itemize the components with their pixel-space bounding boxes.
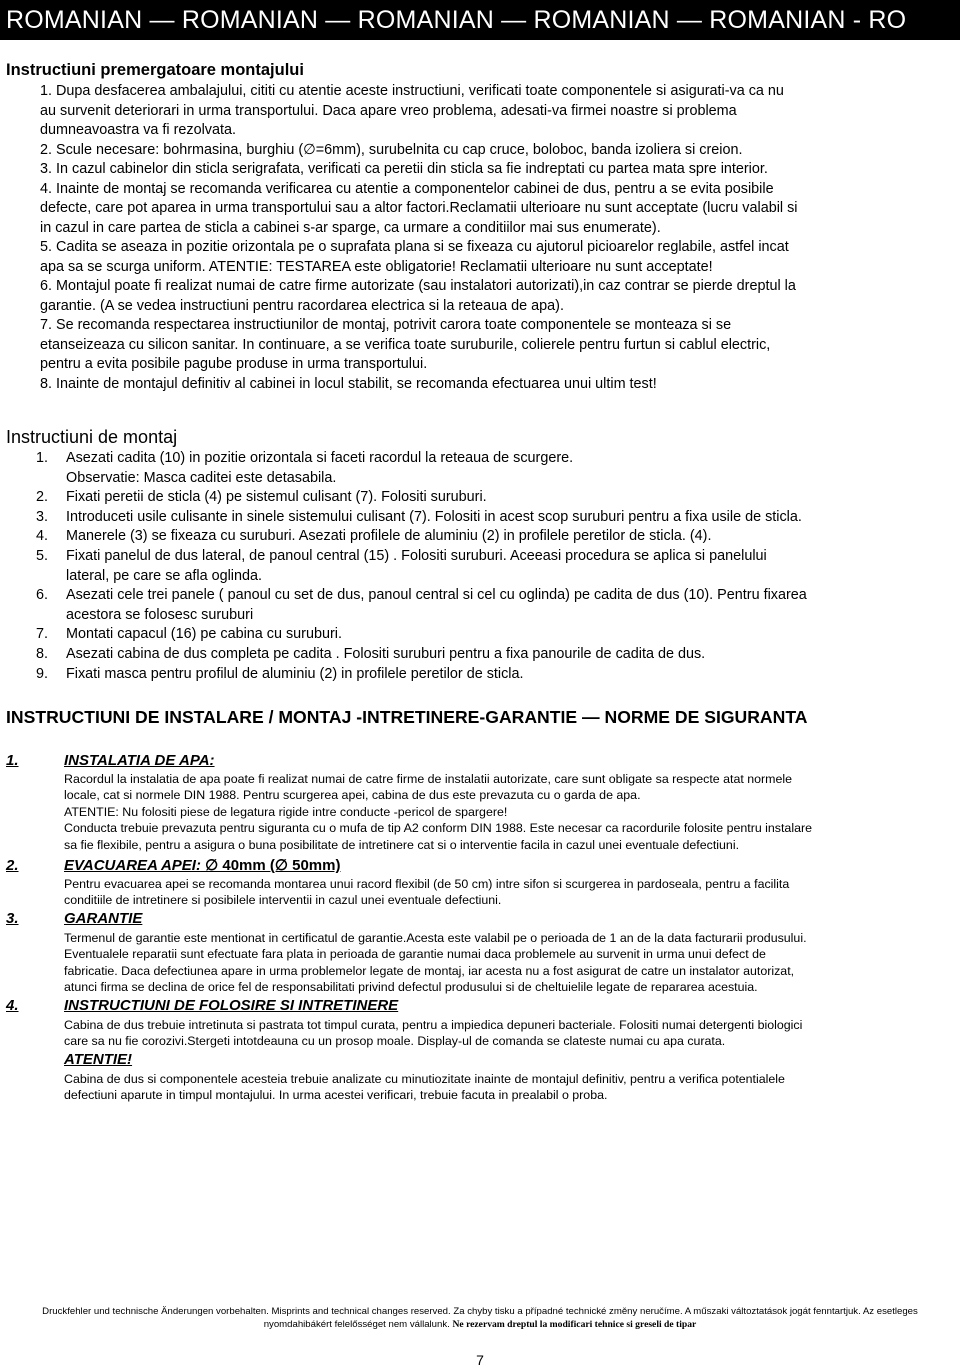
page-number: 7 [476,1352,484,1368]
list-item: 1. Asezati cadita (10) in pozitie orizontala si faceti racordul la reteaua de scurgere. Observatie: Masca caditei este detasabila. [36,450,574,486]
pre-install-text [40,82,954,394]
pre-install-line: pentru a evita posibile pagube produse in urma transportului. [40,356,428,372]
language-banner: ROMANIAN — ROMANIAN — ROMANIAN — ROMANIAN — ROMANIAN - RO [0,0,960,40]
section-heading-water-drain: 2. EVACUAREA APEI: ∅ 40mm (∅ 50mm) [6,857,341,874]
pre-install-line: apa sa se scurga uniform. ATENTIE: TESTAREA este obligatorie! Reclamatii ulterioare nu sunt acceptate! [40,258,713,275]
list-item: 8. Asezati cabina de dus completa pe cadita . Folositi suruburi pentru a fixa panourile de cadita de dus. [36,645,706,662]
safety-norms-title: INSTRUCTIUNI DE INSTALARE / MONTAJ -INTRETINERE-GARANTIE — NORME DE SIGURANTA [6,707,808,727]
list-item: 5. Fixati panelul de dus lateral, de panoul central (15) . Folositi suruburi. Aceeasi procedura se aplica si panelului lateral, pe care se afla oglinda. [36,547,767,584]
pre-install-line: 1. Dupa desfacerea ambalajului, cititi cu atentie aceste instructiuni, verificati toate componentele si asigurati-va ca nu [40,83,784,99]
section-text-water-installation: Racordul la instalatia de apa poate fi realizat numai de catre firme de instalatii autorizate, care sunt obligate sa respecte atat normele locale, cat si normele DIN 1988. Pentru scurgerea apei, cabina de dus este prevazuta cu o garda de apa. ATENTIE: Nu folositi piese de legatura rigide intre conducte -pericol de spargere! Conducta trebuie prevazuta pentru siguranta cu o mufa de tip A2 conform DIN 1988. Este necesar ca racordurile folosite pentru instalare sa fie flexibile, pentru a asigura o buna posibilitate de intretinere cat si o interventie facila in cazul unei eventuale defectiuni. [64,772,812,852]
disclaimer-footer: Druckfehler und technische Änderungen vorbehalten. Misprints and technical changes reserved. Za chyby tisku a případné technické změny neručíme. A műszaki változtatások jogát fenntartjuk. Az esetleges nyomdahibákért felelősséget nem vállalunk. Ne rezervam dreptul la modificari tehnice si greseli de tipar [42,1306,918,1330]
pre-install-line: 3. In cazul cabinelor din sticla serigrafata, verificati ca peretii din sticla sa fie indreptati cu partea mata spre interior. [40,161,768,177]
pre-install-line: dumneavoastra va fi rezolvata. [40,122,236,138]
list-item: 6. Asezati cele trei panele ( panoul cu set de dus, panoul central si cel cu oglinda) pe cadita de dus (10). Pentru fixarea acestora se folosesc suruburi [36,587,807,623]
section-heading-usage-maintenance: 4. INSTRUCTIUNI DE FOLOSIRE SI INTRETINERE [6,997,399,1014]
section-heading-warranty: 3. GARANTIE [6,910,143,927]
montaj-list [36,449,956,684]
pre-install-line: 5. Cadita se aseaza in pozitie orizontala pe o suprafata plana si se fixeaza cu ajutorul picioarelor reglabile, astfel incat [40,239,789,255]
section-heading-water-installation: 1. INSTALATIA DE APA: [6,752,215,769]
pre-install-line: 4. Inainte de montaj se recomanda verificarea cu atentie a componentelor cabinei de dus, pentru a se evita posibile [40,180,774,197]
list-item: 3. Introduceti usile culisante in sinele sistemului culisant (7). Folositi in acest scop suruburi pentru a fixa usile de sticla. [36,508,802,525]
pre-install-line: garantie. (A se vedea instructiuni pentru racordarea electrica si la reteaua de apa). [40,297,564,314]
pre-install-line: 7. Se recomanda respectarea instructiunilor de montaj, potrivit carora toate componentele se monteaza si se [40,317,732,333]
list-item: 2. Fixati peretii de sticla (4) pe sistemul culisant (7). Folositi suruburi. [36,489,487,506]
pre-install-line: etanseizeaza cu silicon sanitar. In continuare, a se verifica toate suruburile, colierele pentru furtun si cablul electric, [40,336,771,353]
attention-text: Cabina de dus si componentele acesteia trebuie analizate cu minutiozitate inainte de montajul definitiv, pentru a verifica potentialele defectiuni aparute in timpul montajului. In urma acestei verificari, trebuie facuta in prealabil o proba. [64,1072,785,1103]
pre-install-title: Instructiuni premergatoare montajului [6,61,304,79]
list-item: 4. Manerele (3) se fixeaza cu suruburi. Asezati profilele de aluminiu (2) in profilele peretilor de sticla. (4). [36,528,712,545]
pre-install-line: 8. Inainte de montajul definitiv al cabinei in locul stabilit, se recomanda efectuarea unui ultim test! [40,375,657,392]
section-text-usage-maintenance: Cabina de dus trebuie intretinuta si pastrata tot timpul curata, pentru a impiedica depuneri bacteriale. Folositi numai detergenti biologici care sa nu fie corozivi.Stergeti intotdeauna cu un prosop moale. Display-ul de comanda se clateste numai cu apa curata. [64,1018,803,1049]
pre-install-line: defecte, care pot aparea in urma transportului sau a altor factori.Reclamatii ulterioare nu sunt acceptate (lucru valabil si [40,200,798,216]
section-text-water-drain: Pentru evacuarea apei se recomanda montarea unui racord flexibil (de 50 cm) intre sifon si scurgerea in pardoseala, pentru a facilita conditiile de intretinere si posibilele interventii in cazul unei eventuale defectiuni. [64,877,790,908]
montaj-title: Instructiuni de montaj [6,427,178,447]
pre-install-line: 6. Montajul poate fi realizat numai de catre firme autorizate (sau instalatori autorizati),in caz contrar se pierde dreptul la [40,278,796,294]
list-item: 9. Fixati masca pentru profilul de aluminiu (2) in profilele peretilor de sticla. [36,665,524,682]
pre-install-line: au survenit deteriorari in urma transportului. Daca apare vreo problema, adesati-va firmei noastre si problema [40,102,737,119]
attention-heading: ATENTIE! [64,1051,133,1068]
pre-install-line: 2. Scule necesare: bohrmasina, burghiu (∅=6mm), surubelnita cu cap cruce, boloboc, banda izoliera si creion. [40,141,743,158]
pre-install-line: in cazul in care partea de sticla a cabinei s-ar sparge, ca urmare a conditiilor mai sus enumerate). [40,219,661,236]
list-item: 7. Montati capacul (16) pe cabina cu suruburi. [36,626,342,643]
section-text-warranty: Termenul de garantie este mentionat in certificatul de garantie.Acesta este valabil pe o perioada de 1 an de la data facturarii produsului. Eventualele reparatii sunt efectuate fara plata in perioada de garantie numai daca problemele au survenit in urma unui defect de fabricatie. Daca defectiunea apare in urma problemelor legate de montaj, iar acesta nu a fost asigurat de catre un instalator autorizat, atunci firma se declina de orice fel de responsabilitati privind defectul produsului si de cheltuielile legate de repararea acestuia. [64,931,807,995]
